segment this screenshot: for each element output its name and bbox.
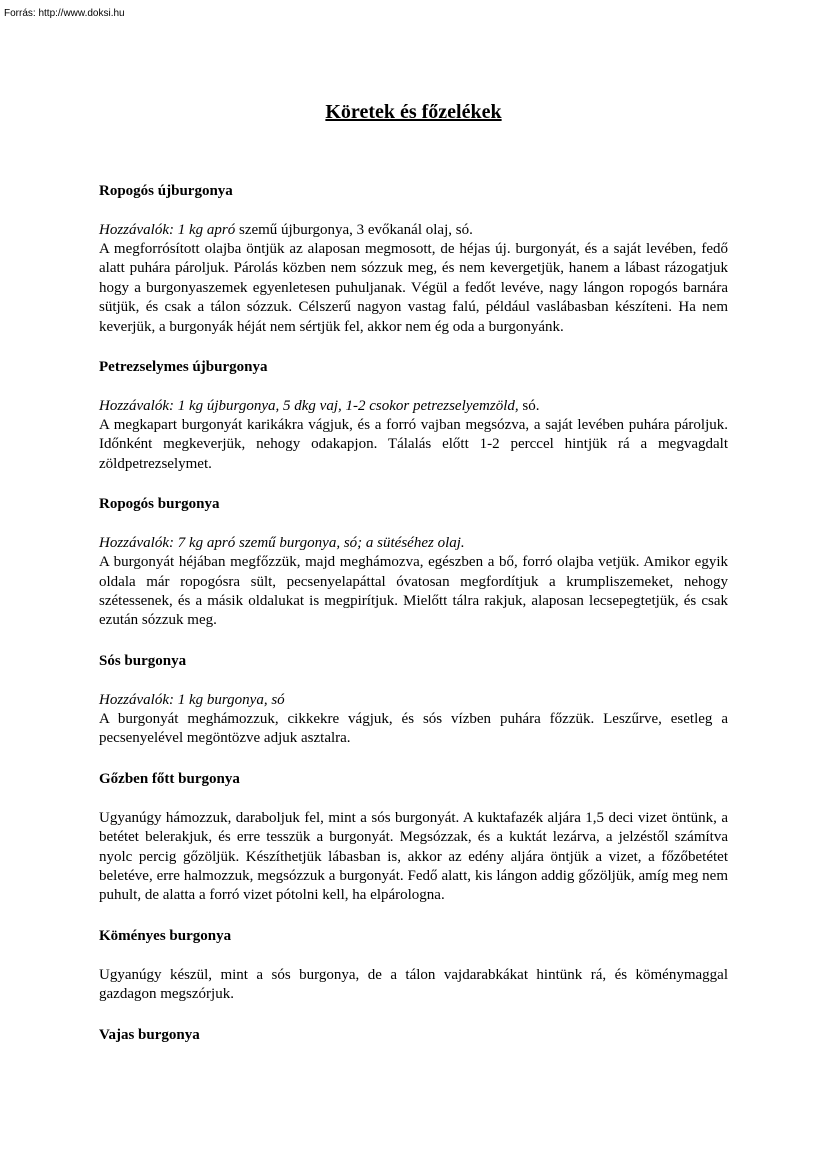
recipe-sos-burgonya xyxy=(99,648,728,749)
ingredients-italic: Hozzávalók: 1 kg burgonya, só xyxy=(99,691,285,708)
ingredients-italic: Hozzávalók: 1 kg apró xyxy=(99,222,236,238)
ingredients-rest: szemű újburgonya, 3 evőkanál olaj, só. xyxy=(235,222,473,238)
recipe-komenyes-burgonya xyxy=(99,923,728,1005)
page-title: Köretek és főzelékek xyxy=(325,101,502,123)
ingredients-rest: só. xyxy=(518,398,540,415)
recipe-ingredients xyxy=(99,534,728,553)
source-line: Forrás: http://www.doksi.hu xyxy=(4,8,125,19)
recipe-ropogos-burgonya xyxy=(99,491,728,631)
recipe-ingredients xyxy=(99,397,728,416)
recipe-ingredients xyxy=(99,691,728,710)
recipe-vajas-burgonya xyxy=(99,1022,728,1048)
recipe-title: Köményes burgonya xyxy=(99,927,232,944)
recipe-title: Sós burgonya xyxy=(99,652,187,669)
recipe-title: Petrezselymes újburgonya xyxy=(99,359,268,376)
ingredients-italic: Hozzávalók: 1 kg újburgonya, 5 dkg vaj, 1-2 csokor petrezselyemzöld, xyxy=(99,398,519,415)
ingredients-italic: Hozzávalók: 7 kg apró szemű burgonya, só; a sütéséhez olaj. xyxy=(99,535,465,552)
recipe-text: A megkapart burgonyát karikákra vágjuk, és a forró vajban megsózva, a saját levében puhára pároljuk. Időnként megkeverjük, nehogy odakapjon. Tálalás előtt 1-2 perccel hintjük rá a megvagdalt zöldpetrezselymet. xyxy=(99,417,728,472)
recipe-text: Ugyanúgy hámozzuk, daraboljuk fel, mint a sós burgonyát. A kuktafazék aljára 1,5 deci vizet öntünk, a betétet belerakjuk, és erre tesszük a burgonyát. Megsózzak, és a kuktát lezárva, a jelzéstől számítva nyolc percig gőzöljük. Készíthetjük lábasban is, akkor az edény aljára öntjük a vizet, a főzőbetétet beletéve, erre halmozzuk, megsózzuk a burgonyát. Fedő alatt, kis lángon addig gőzöljük, amíg meg nem puhult, de alatta a forró vizet pótolni kell, ha elpárologna. xyxy=(99,809,728,904)
recipe-title: Ropogós burgonya xyxy=(99,496,220,513)
recipe-text: A burgonyát héjában megfőzzük, majd meghámozva, egészben a bő, forró olajba vetjük. Amikor egyik oldala már ropogósra sült, pecsenyelapáttal óvatosan megfordítjuk a krumpliszemeket, nehogy szétessenek, és a másik oldalukat is megpirítjuk. Mielőtt tálra rakjuk, alaposan lecsepegtetjük, és csak ezután sózzuk meg. xyxy=(99,554,728,629)
recipe-text: A burgonyát meghámozzuk, cikkekre vágjuk, és sós vízben puhára főzzük. Leszűrve, esetleg a pecsenyelével megöntözve adjuk asztalra. xyxy=(99,710,728,747)
recipe-text: A megforrósított olajba öntjük az alaposan megmosott, de héjas új. burgonyát, és a saját levében, fedő alatt puhára pároljuk. Párolás közben nem sózzuk meg, és nem kevergetjük, hanem a lábast rázogatjuk hogy a burgonyaszemek egyenletesen puhuljanak. Végül a fedőt levéve, nagy lángon ropogós barnára sütjük, és csak a tálon sózzuk. Célszerű nagyon vastag falú, például vaslábasban készíteni. Ha nem keverjük, a burgonyák héját nem sértjük fel, akkor nem ég oda a burgonyánk. xyxy=(99,241,728,335)
recipe-title: Gőzben főtt burgonya xyxy=(99,770,240,787)
recipe-text: Ugyanúgy készül, mint a sós burgonya, de a tálon vajdarabkákat hintünk rá, és köménymaggal gazdagon megszórjuk. xyxy=(99,966,728,1003)
recipe-title: Ropogós újburgonya xyxy=(99,183,233,199)
recipe-list xyxy=(99,178,728,1065)
recipe-ingredients xyxy=(99,221,728,240)
recipe-petrezselymes-ujburgonya xyxy=(99,354,728,474)
recipe-title: Vajas burgonya xyxy=(99,1026,200,1043)
recipe-ropogos-ujburgonya xyxy=(99,178,728,337)
recipe-gozben-fott-burgonya xyxy=(99,766,728,906)
